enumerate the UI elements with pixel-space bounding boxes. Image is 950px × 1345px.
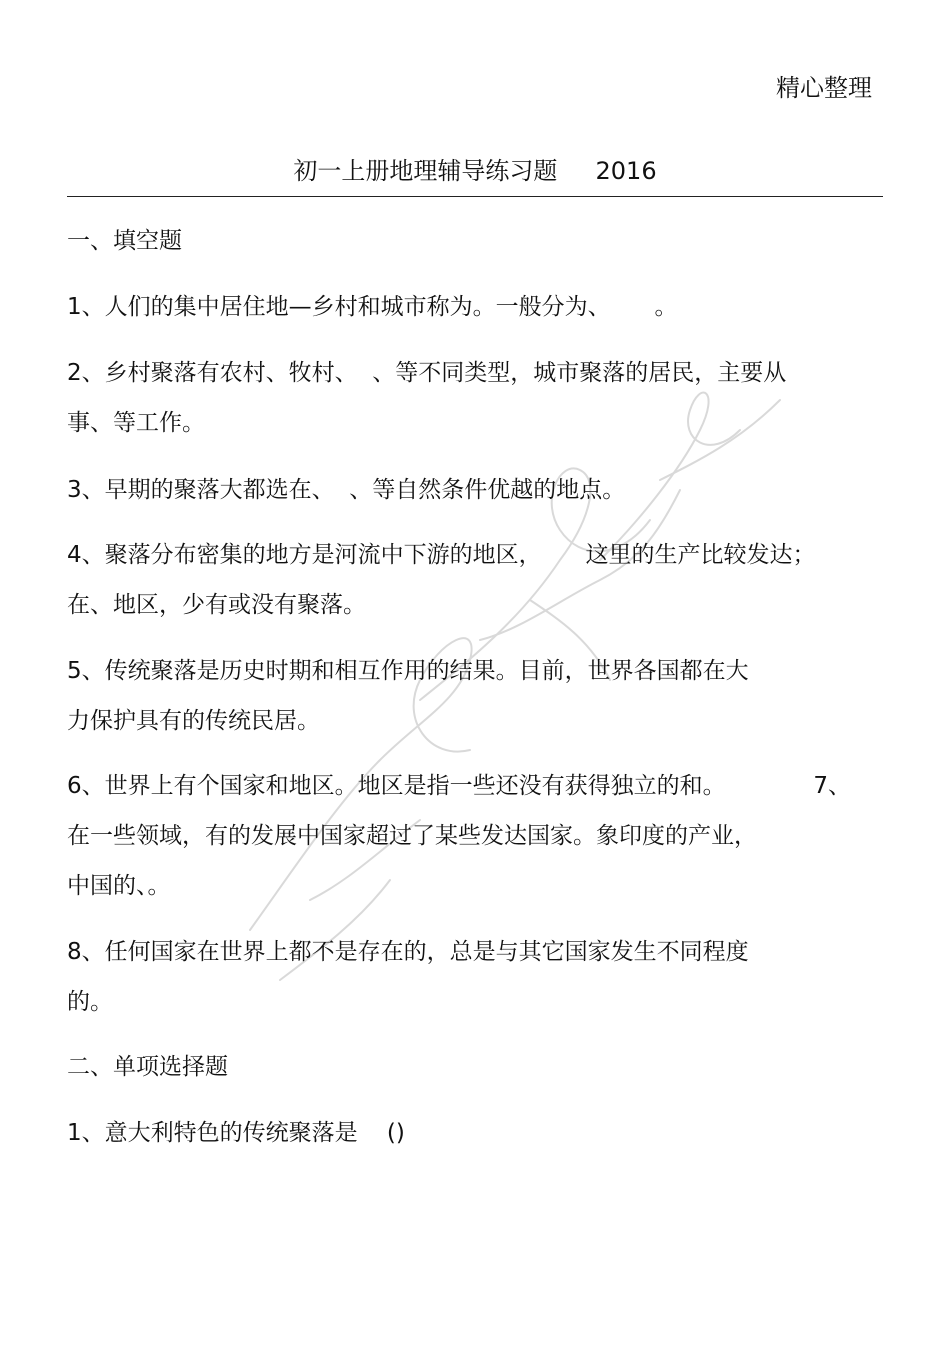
- question-4-line-1: 4、聚落分布密集的地方是河流中下游的地区， 这里的生产比较发达；: [67, 542, 816, 568]
- question-8-line-2: 的。: [67, 989, 113, 1015]
- title-divider: [67, 196, 883, 197]
- question-8-line-1: 8、任何国家在世界上都不是存在的，总是与其它国家发生不同程度: [67, 939, 749, 965]
- question-5-line-1: 5、传统聚落是历史时期和相互作用的结果。目前，世界各国都在大: [67, 658, 749, 684]
- question-5-line-2: 力保护具有的传统民居。: [67, 708, 320, 734]
- choice-question-1: 1、意大利特色的传统聚落是 (): [67, 1120, 405, 1146]
- question-1: 1、人们的集中居住地—乡村和城市称为。一般分为、 。: [67, 294, 678, 320]
- section-heading-multiple-choice: 二、单项选择题: [67, 1054, 228, 1080]
- question-2-line-1: 2、乡村聚落有农村、牧村、 、等不同类型，城市聚落的居民，主要从: [67, 360, 787, 386]
- header-note: 精心整理: [776, 74, 872, 102]
- question-2-line-2: 事、等工作。: [67, 410, 205, 436]
- page-title: 初一上册地理辅导练习题 2016: [293, 157, 657, 185]
- question-6-line-1: 6、世界上有个国家和地区。地区是指一些还没有获得独立的和。 7、: [67, 773, 851, 799]
- question-3: 3、早期的聚落大都选在、 、等自然条件优越的地点。: [67, 477, 626, 503]
- question-6-line-2: 在一些领域，有的发展中国家超过了某些发达国家。象印度的产业，: [67, 823, 757, 849]
- question-6-line-3: 中国的、。: [67, 873, 171, 899]
- section-heading-fill-in: 一、填空题: [67, 228, 182, 254]
- question-4-line-2: 在、地区，少有或没有聚落。: [67, 592, 366, 618]
